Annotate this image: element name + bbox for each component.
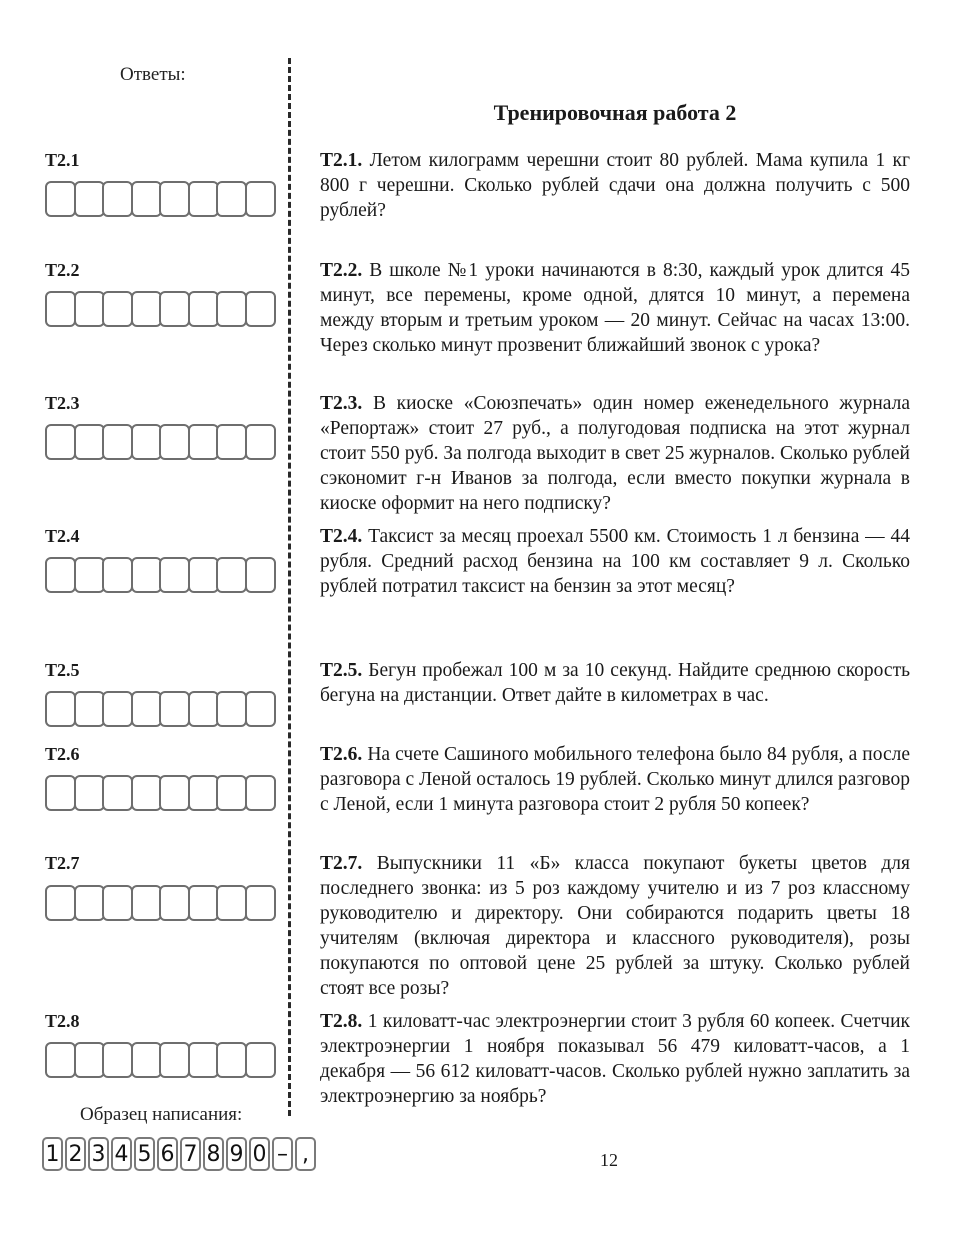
task-id: T2.7.: [320, 853, 363, 874]
answer-cell[interactable]: [188, 885, 219, 921]
answer-cell[interactable]: [102, 291, 133, 327]
answer-cell[interactable]: [216, 291, 247, 327]
task-t2-4: [320, 524, 910, 599]
task-t2-2: [320, 258, 910, 358]
sample-char: 6: [157, 1137, 178, 1171]
task-t2-1: [320, 148, 910, 223]
answer-cell[interactable]: [74, 181, 105, 217]
sample-char: –: [272, 1137, 293, 1171]
answer-cell[interactable]: [188, 1042, 219, 1078]
answer-label-t2-5: T2.5: [45, 660, 80, 680]
task-id: T2.2.: [320, 260, 363, 281]
answer-cell[interactable]: [188, 181, 219, 217]
task-text: Таксист за месяц проехал 5500 км. Стоимость 1 л бензина — 44 рубля. Средний расход бензина на 100 км составляет 9 л. Сколько рублей потратил таксист на бензин за этот месяц?: [320, 526, 911, 597]
answers-title: Ответы:: [120, 64, 186, 85]
answer-cell[interactable]: [216, 1042, 247, 1078]
sample-char: 7: [180, 1137, 201, 1171]
page-number: 12: [600, 1150, 618, 1170]
page-title: Тренировочная работа 2: [493, 100, 737, 125]
task-id: T2.8.: [320, 1011, 363, 1032]
answer-cell[interactable]: [216, 775, 247, 811]
answer-cell[interactable]: [131, 424, 162, 460]
answer-cell[interactable]: [188, 557, 219, 593]
answer-cell[interactable]: [216, 691, 247, 727]
task-id: T2.3.: [320, 393, 363, 414]
answer-cell[interactable]: [74, 1042, 105, 1078]
task-id: T2.4.: [320, 526, 363, 547]
task-t2-6: [320, 742, 910, 817]
task-text: Бегун пробежал 100 м за 10 секунд. Найдите среднюю скорость бегуна на дистанции. Ответ дайте в километрах в час.: [320, 660, 910, 706]
answer-cell[interactable]: [131, 181, 162, 217]
answer-boxes-t2-7[interactable]: [45, 885, 273, 921]
sample-char: 0: [249, 1137, 270, 1171]
answer-cell[interactable]: [245, 424, 276, 460]
task-id: T2.1.: [320, 150, 363, 171]
answer-cell[interactable]: [188, 424, 219, 460]
answer-cell[interactable]: [245, 885, 276, 921]
answer-cell[interactable]: [188, 775, 219, 811]
sample-char: 3: [88, 1137, 109, 1171]
sample-char: 5: [134, 1137, 155, 1171]
answer-cell[interactable]: [45, 291, 76, 327]
task-text: Летом килограмм черешни стоит 80 рублей. Мама купила 1 кг 800 г черешни. Сколько рублей сдачи она должна получить с 500 рублей?: [320, 150, 911, 221]
answer-label-t2-3: T2.3: [45, 393, 80, 413]
answer-cell[interactable]: [216, 181, 247, 217]
sample-writing-label: Образец написания:: [80, 1104, 243, 1125]
answer-cell[interactable]: [131, 557, 162, 593]
task-t2-8: [320, 1009, 910, 1109]
answer-label-t2-4: T2.4: [45, 526, 80, 546]
answer-boxes-t2-1[interactable]: [45, 181, 273, 217]
answer-cell[interactable]: [131, 691, 162, 727]
answer-cell[interactable]: [74, 557, 105, 593]
answer-cell[interactable]: [45, 557, 76, 593]
answer-cell[interactable]: [74, 885, 105, 921]
answer-cell[interactable]: [245, 775, 276, 811]
answer-boxes-t2-8[interactable]: [45, 1042, 273, 1078]
answer-cell[interactable]: [216, 557, 247, 593]
answer-cell[interactable]: [45, 1042, 76, 1078]
task-text: В школе №1 уроки начинаются в 8:30, каждый урок длится 45 минут, все перемены, кроме одной, длятся 10 минут, а перемена между вторым и третьим уроком — 20 минут. Сейчас на часах 13:00. Через сколько минут прозвенит ближайший звонок с урока?: [320, 260, 910, 356]
sample-char: 1: [42, 1137, 63, 1171]
task-text: На счете Сашиного мобильного телефона было 84 рубля, а после разговора с Леной осталось 19 рублей. Сколько минут длился разговор с Леной, если 1 минута разговора стоит 2 рубля 50 копеек?: [320, 744, 911, 815]
answer-cell[interactable]: [159, 291, 190, 327]
answer-cell[interactable]: [159, 885, 190, 921]
sample-char: ,: [295, 1137, 316, 1171]
task-text: Выпускники 11 «Б» класса покупают букеты цветов для последнего звонка: из 5 роз каждому учителю и из 7 роз классному руководителю и директору. Они собираются подарить цветы 18 учителям (включая директора и классного руководителя), розы покупаются по оптовой цене 25 рублей за штуку. Сколько рублей стоят все розы?: [320, 853, 910, 999]
answer-cell[interactable]: [45, 424, 76, 460]
answer-cell[interactable]: [216, 424, 247, 460]
answer-cell[interactable]: [74, 291, 105, 327]
answer-label-t2-6: T2.6: [45, 744, 80, 764]
answer-cell[interactable]: [131, 775, 162, 811]
answer-cell[interactable]: [216, 885, 247, 921]
answer-cell[interactable]: [45, 885, 76, 921]
sample-char: 2: [65, 1137, 86, 1171]
answer-cell[interactable]: [245, 291, 276, 327]
answer-cell[interactable]: [159, 557, 190, 593]
answer-cell[interactable]: [131, 291, 162, 327]
answer-cell[interactable]: [102, 424, 133, 460]
answer-label-t2-2: T2.2: [45, 260, 80, 280]
answer-cell[interactable]: [131, 1042, 162, 1078]
answer-cell[interactable]: [102, 775, 133, 811]
answer-label-t2-1: T2.1: [45, 150, 80, 170]
answer-cell[interactable]: [74, 775, 105, 811]
task-text: В киоске «Союзпечать» один номер еженедельного журнала «Репортаж» стоит 27 руб., а полугодовая подписка на этот журнал стоит 550 руб. За полгода выходит в свет 25 журналов. Сколько рублей сэкономит г-н Иванов за полгода, если вместо покупки журнала в киоске оформит на него подписку?: [320, 393, 911, 514]
answer-cell[interactable]: [159, 1042, 190, 1078]
task-id: T2.5.: [320, 660, 363, 681]
answer-cell[interactable]: [159, 181, 190, 217]
answer-cell[interactable]: [245, 691, 276, 727]
answer-cell[interactable]: [159, 424, 190, 460]
task-t2-5: [320, 658, 910, 708]
answer-cell[interactable]: [74, 424, 105, 460]
answer-cell[interactable]: [245, 1042, 276, 1078]
answer-cell[interactable]: [245, 181, 276, 217]
sample-char: 8: [203, 1137, 224, 1171]
answer-cell[interactable]: [102, 181, 133, 217]
answer-cell[interactable]: [45, 775, 76, 811]
answer-cell[interactable]: [74, 691, 105, 727]
answer-cell[interactable]: [102, 691, 133, 727]
answer-boxes-t2-4[interactable]: [45, 557, 273, 593]
answer-cell[interactable]: [102, 1042, 133, 1078]
answer-boxes-t2-2[interactable]: [45, 291, 273, 327]
answer-cell[interactable]: [45, 181, 76, 217]
answer-cell[interactable]: [159, 691, 190, 727]
answer-cell[interactable]: [188, 691, 219, 727]
sample-char: 4: [111, 1137, 132, 1171]
answer-label-t2-7: T2.7: [45, 853, 80, 873]
task-id: T2.6.: [320, 744, 363, 765]
sample-char: 9: [226, 1137, 247, 1171]
answer-boxes-t2-5[interactable]: [45, 691, 273, 727]
answer-cell[interactable]: [159, 775, 190, 811]
answer-cell[interactable]: [245, 557, 276, 593]
column-divider: [288, 58, 291, 1116]
task-t2-3: [320, 391, 910, 516]
answer-cell[interactable]: [102, 885, 133, 921]
answer-cell[interactable]: [102, 557, 133, 593]
answer-boxes-t2-6[interactable]: [45, 775, 273, 811]
answer-boxes-t2-3[interactable]: [45, 424, 273, 460]
answer-label-t2-8: T2.8: [45, 1011, 80, 1031]
answer-cell[interactable]: [188, 291, 219, 327]
answer-cell[interactable]: [131, 885, 162, 921]
task-t2-7: [320, 851, 910, 1001]
task-text: 1 киловатт-час электроэнергии стоит 3 рубля 60 копеек. Счетчик электроэнергии 1 ноября показывал 56 479 киловатт-часов, а 1 декабря — 56 612 киловатт-часов. Сколько рублей нужно заплатить за электроэнергию за ноябрь?: [320, 1011, 911, 1107]
sample-writing-row: [42, 1137, 318, 1171]
answer-cell[interactable]: [45, 691, 76, 727]
